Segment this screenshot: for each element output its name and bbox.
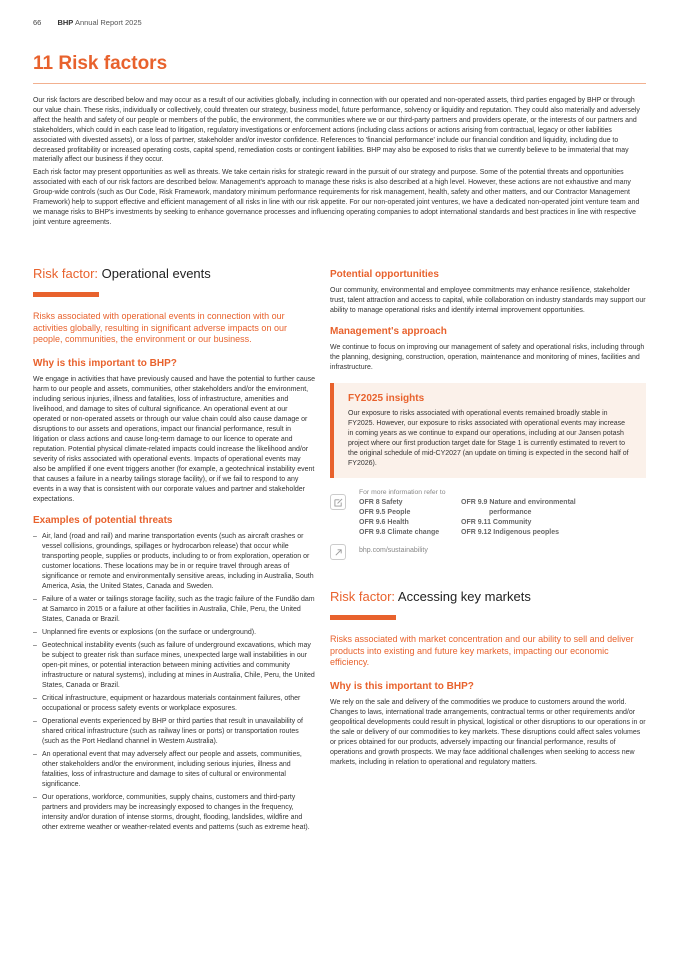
ofr-link-cont[interactable]: performance <box>489 509 532 516</box>
risk-factor-name: Accessing key markets <box>397 589 531 604</box>
risk-lead: Risks associated with operational events in connection with our activities globally, resulting in significant adverse impacts on our people, communities, the environment or our business. <box>33 311 287 344</box>
page-header <box>33 18 142 27</box>
intro-paragraph: Our risk factors are described below and may occur as a result of our activities globally, including in connection with our operated and non-operated assets, third parties engaged by BHP or through our value chain. These risks, individually or collectively, could threaten our strategy, business model, future performance, solvency or liquidity and reputation. They could also materially and adversely affect the health and safety of our people or members of the public, the environment, the communities where we or our third-party partners and providers operate, or the interests of our partners and stakeholders, which could in each case lead to litigation, regulatory investigations or enforcement actions (including class actions or actions arising from contractual, legacy or other liabilities associated with divested assets), or a loss of partner, stakeholder and/or investor confidence. References to 'financial performance' include our financial condition and liquidity, including due to decreased profitability or increased operating costs, capital spend, remediation costs or contingent liabilities. BHP may also be exposed to risks that we currently believe to be immaterial that may materially affect our business if they occur. <box>33 97 640 164</box>
list-item: – Unplanned fire events or explosions (on the surface or underground). <box>33 628 315 638</box>
management-text: We continue to focus on improving our management of safety and operational risks, including through the planning, designing, construction, operation, maintenance and monitoring of mines, facilities and infrastructure. <box>330 344 645 371</box>
external-link-row[interactable] <box>330 544 646 560</box>
risk-lead: Risks associated with market concentration and our ability to sell and deliver products into existing and future key markets, impacting our economic efficiency. <box>330 634 634 667</box>
opportunities-text: Our community, environmental and employee commitments may enhance resilience, stakeholder trust, talent attraction and access to capital, while collaboration on industry standards may support our ability to manage operational risks and identify internal improvement opportunities. <box>330 287 646 314</box>
ofr-link[interactable]: OFR 9.12 Indigenous peoples <box>461 529 560 536</box>
more-info-label: For more information refer to <box>359 489 446 496</box>
external-link-icon <box>330 544 346 560</box>
insights-box <box>330 383 646 478</box>
risk-factor-title <box>33 265 315 282</box>
intro-paragraph: Each risk factor may present opportunities as well as threats. We take certain risks for strategic reward in the pursuit of our strategy and purpose. Some of the potential threats and opportunities associated with each of our risk factors are described below. Management's approach to manage these risks is also described at a high level. However, these actions are not exhaustive and many Group-wide controls (such as Our Code, Risk Framework, mandatory minimum performance requirements for risk management, health, safety and other matters, and our Contractor Management Framework) help to support effective and efficient management of all risks in line with our risk appetite. For our non-operated joint ventures, we have a dedicated non-operated joint venture team and we manage risks to BHP's investments by seeking to enhance governance processes and influencing operating companies to adopt international standards and best practices in line with respective joint venture agreements. <box>33 169 640 226</box>
document-edit-icon <box>330 494 346 510</box>
ofr-link[interactable]: OFR 9.8 Climate change <box>359 529 440 536</box>
risk-factor-label: Risk factor: <box>330 589 396 604</box>
insights-heading: FY2025 insights <box>348 393 425 404</box>
list-item: – Air, land (road and rail) and marine transportation events (such as aircraft crashes or vessel collisions, groundings, spillages or hydrocarbon release) that occur while transporting people, supplies or products, including to or from exploration, operation or customer locations. These locations may be in or require travel through areas of significance or remote and environmentally sensitive areas, including in Australia, South America, Asia, the United States, Canada and Sweden. <box>33 532 315 592</box>
list-item: – Geotechnical instability events (such as failure of underground excavations, which may be subject to greater risk than surface mines, unexpected large wall instabilities in our open-pit mines, or potential interaction between mining activities and community infrastructure or natural systems), including at mines in Australia, Chile, Peru, the United States, Canada or Brazil. <box>33 641 315 691</box>
examples-heading: Examples of potential threats <box>33 514 173 526</box>
right-column <box>330 268 646 777</box>
accent-bar <box>330 615 396 620</box>
intro-section <box>33 96 646 231</box>
left-column <box>33 265 315 836</box>
risk-factor-label: Risk factor: <box>33 266 99 281</box>
list-item: – Operational events experienced by BHP or third parties that result in unavailability of shared critical infrastructure (such as railway lines or ports) or transportation routes (such as the Port Hedland channel in Western Australia). <box>33 717 315 747</box>
management-heading: Management's approach <box>330 326 447 337</box>
list-item: – Failure of a water or tailings storage facility, such as the tragic failure of the Fundão dam at Samarco in 2015 or a failure at other facilities in Australia, Chile, Peru, the United States, Canada or Brazil. <box>33 595 315 625</box>
insights-text: Our exposure to risks associated with operational events remained broadly stable in FY2025. However, our exposure to risks associated with operational events may increase in coming years as we continue to expand our operations, including at our Jansen potash project where our first production target date for Stage 1 is currently estimated to revert to the original schedule of mid-CY2027 (an update on timing is expected in the second half of FY2026). <box>348 410 629 467</box>
risk-factor-title <box>330 588 646 605</box>
accent-bar <box>33 292 99 297</box>
ofr-link[interactable]: OFR 9.9 Nature and environmental <box>461 499 576 506</box>
report-name: Annual Report 2025 <box>74 18 142 27</box>
title-divider <box>33 83 646 84</box>
ofr-link[interactable]: OFR 9.5 People <box>359 509 411 516</box>
ofr-link[interactable]: OFR 9.6 Health <box>359 519 409 526</box>
examples-list <box>33 532 315 833</box>
ofr-link[interactable]: OFR 9.11 Community <box>461 519 532 526</box>
list-item: – Our operations, workforce, communities, supply chains, customers and third-party partners and providers may be increasingly exposed to changes in the frequency, intensity and/or duration of intense storms, drought, flooding, landslides, wildfire and other extreme weather or weather-related events and patterns (such as extreme heat). <box>33 793 315 833</box>
why-text: We engage in activities that have previously caused and have the potential to further cause harm to our people and assets, communities, other stakeholders and/or the environment, including serious injuries, illness and fatalities, loss of infrastructure, amenities and livelihood, and damage to sites of cultural significance. An operational event at our operated or non-operated assets or through our value chain could also cause damage or disruptions to our assets and operations, impact our financial performance, result in litigation or class actions and cause long-term damage to our licence to operate and reputation. Potential physical climate-related impacts could increase the likelihood and/or severity of risks associated with operational events. Impacts of operational events may also be amplified if one event triggers another (for example, a geotechnical instability event that causes a failure in a nearby tailings storage facility), or if we fail to respond to any events in a way that is consistent with our corporate values and partner and stakeholder expectations. <box>33 375 315 503</box>
opportunities-heading: Potential opportunities <box>330 269 439 280</box>
why-text: We rely on the sale and delivery of the commodities we produce to customers around the world. Changes to laws, international trade arrangements, contractual terms or other requirements and/or geopolitical developments could result in physical, logistical or other disruptions to our operations in or the sale or delivery of our commodities to key markets. These disruptions could affect sales volumes or prices obtained for our products, adversely impacting our financial performance, results of operations and growth prospects. We may face additional challenges when seeking to access new markets, including in relation to operational and regulatory matters. <box>330 698 646 766</box>
risk-factor-name: Operational events <box>101 266 211 281</box>
list-item: – Critical infrastructure, equipment or hazardous materials containment failures, other occupational or process safety events or workplace exposures. <box>33 694 315 714</box>
more-info-block <box>330 488 646 538</box>
brand-name: BHP <box>57 18 74 27</box>
ofr-references <box>359 498 601 538</box>
list-item: – An operational event that may adversely affect our people and assets, communities, other stakeholders and/or the environment, including serious injuries, illness and fatalities, loss of infrastructure and damage to sites of cultural or environmental significance. <box>33 750 315 790</box>
why-heading: Why is this important to BHP? <box>33 357 177 369</box>
page-title: 11 Risk factors <box>33 53 168 74</box>
ofr-link[interactable]: OFR 8 Safety <box>359 499 403 506</box>
page-number: 66 <box>33 18 42 27</box>
why-heading: Why is this important to BHP? <box>330 680 474 692</box>
sustainability-link[interactable]: bhp.com/sustainability <box>359 547 428 554</box>
